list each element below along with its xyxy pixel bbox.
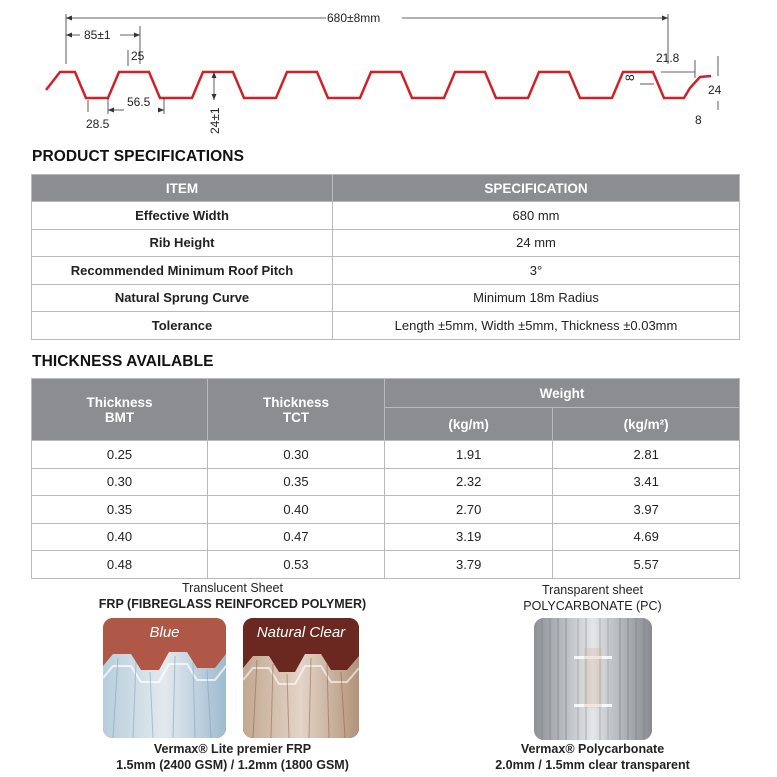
pc-title: [470, 582, 715, 614]
pc-caption-line1: Vermax® Polycarbonate: [520, 742, 665, 756]
frp-blue-label: Blue: [149, 624, 180, 641]
frp-title-line2: FRP (FIBREGLASS REINFORCED POLYMER): [98, 597, 367, 611]
frp-title: [60, 580, 405, 612]
spec-table: [31, 174, 740, 340]
table-row: [32, 496, 740, 524]
header-tct-line1: Thickness: [262, 394, 330, 410]
frp-title-line1: Translucent Sheet: [182, 581, 283, 595]
frp-caption-line1: Vermax® Lite premier FRP: [153, 742, 312, 756]
dim-end-small: 8: [695, 113, 702, 127]
spec-value: 680 mm: [333, 202, 740, 230]
spec-item: Tolerance: [32, 312, 333, 340]
spec-header-item: ITEM: [32, 175, 333, 202]
spec-header-spec: SPECIFICATION: [333, 175, 740, 202]
spec-item: Recommended Minimum Roof Pitch: [32, 257, 333, 285]
pc-title-line2: POLYCARBONATE (PC): [523, 599, 662, 613]
cell-kgm: 3.79: [385, 551, 553, 579]
header-kgm: (kg/m): [385, 408, 553, 441]
cell-tct: 0.30: [208, 441, 385, 469]
table-row: [32, 468, 740, 496]
cell-kgm: 2.32: [385, 468, 553, 496]
cell-bmt: 0.25: [32, 441, 208, 469]
dim-overall-width: 680±8mm: [327, 11, 381, 25]
header-bmt-line1: Thickness: [86, 394, 153, 410]
cell-kgm2: 2.81: [553, 441, 740, 469]
dim-end-small-left: 8: [623, 74, 637, 81]
dim-crest-top: 25: [131, 49, 145, 63]
cell-bmt: 0.35: [32, 496, 208, 524]
dim-end-height: 24: [708, 83, 722, 97]
cell-bmt: 0.40: [32, 523, 208, 551]
header-weight: Weight: [385, 379, 740, 408]
pc-caption-line2: 2.0mm / 1.5mm clear transparent: [495, 758, 690, 772]
spec-value: Minimum 18m Radius: [333, 284, 740, 312]
header-bmt-line2: BMT: [104, 409, 135, 425]
cell-kgm2: 3.41: [553, 468, 740, 496]
dim-end-width: 21.8: [656, 51, 680, 65]
thickness-header-row: [32, 379, 740, 408]
dim-rib-height: 24±1: [208, 107, 222, 134]
spec-header-row: [32, 175, 740, 202]
table-row: [32, 312, 740, 340]
frp-caption: [60, 741, 405, 773]
cell-tct: 0.40: [208, 496, 385, 524]
table-row: [32, 551, 740, 579]
dim-valley-width: 56.5: [127, 95, 151, 109]
dim-valley-bottom: 28.5: [86, 117, 110, 131]
spec-value: 3°: [333, 257, 740, 285]
header-thickness-bmt: [32, 379, 208, 441]
header-tct-line2: TCT: [282, 409, 310, 425]
table-row: [32, 441, 740, 469]
cell-tct: 0.47: [208, 523, 385, 551]
spec-value: 24 mm: [333, 229, 740, 257]
frp-blue-photo: [103, 618, 226, 738]
cell-kgm2: 5.57: [553, 551, 740, 579]
cell-kgm: 3.19: [385, 523, 553, 551]
spec-item: Rib Height: [32, 229, 333, 257]
cell-tct: 0.35: [208, 468, 385, 496]
pc-caption: [470, 741, 715, 773]
cell-bmt: 0.48: [32, 551, 208, 579]
thickness-section-title: THICKNESS AVAILABLE: [32, 353, 214, 370]
spec-section-title: PRODUCT SPECIFICATIONS: [32, 148, 245, 165]
table-row: [32, 202, 740, 230]
table-row: [32, 284, 740, 312]
cell-tct: 0.53: [208, 551, 385, 579]
cell-bmt: 0.30: [32, 468, 208, 496]
cell-kgm: 2.70: [385, 496, 553, 524]
spec-item: Natural Sprung Curve: [32, 284, 333, 312]
pc-title-line1: Transparent sheet: [542, 583, 643, 597]
spec-value: Length ±5mm, Width ±5mm, Thickness ±0.03mm: [333, 312, 740, 340]
profile-diagram: [0, 0, 777, 140]
thickness-table: [31, 378, 740, 579]
frp-clear-label: Natural Clear: [256, 624, 346, 641]
cell-kgm2: 3.97: [553, 496, 740, 524]
table-row: [32, 229, 740, 257]
pc-sheet-image: [534, 618, 652, 740]
dim-pitch: 85±1: [84, 28, 111, 42]
table-row: [32, 257, 740, 285]
header-kgm2: (kg/m²): [553, 408, 740, 441]
frp-caption-line2: 1.5mm (2400 GSM) / 1.2mm (1800 GSM): [116, 758, 349, 772]
pc-photo: [534, 618, 652, 740]
cell-kgm2: 4.69: [553, 523, 740, 551]
table-row: [32, 523, 740, 551]
header-thickness-tct: [208, 379, 385, 441]
spec-item: Effective Width: [32, 202, 333, 230]
frp-clear-photo: [243, 618, 359, 738]
cell-kgm: 1.91: [385, 441, 553, 469]
